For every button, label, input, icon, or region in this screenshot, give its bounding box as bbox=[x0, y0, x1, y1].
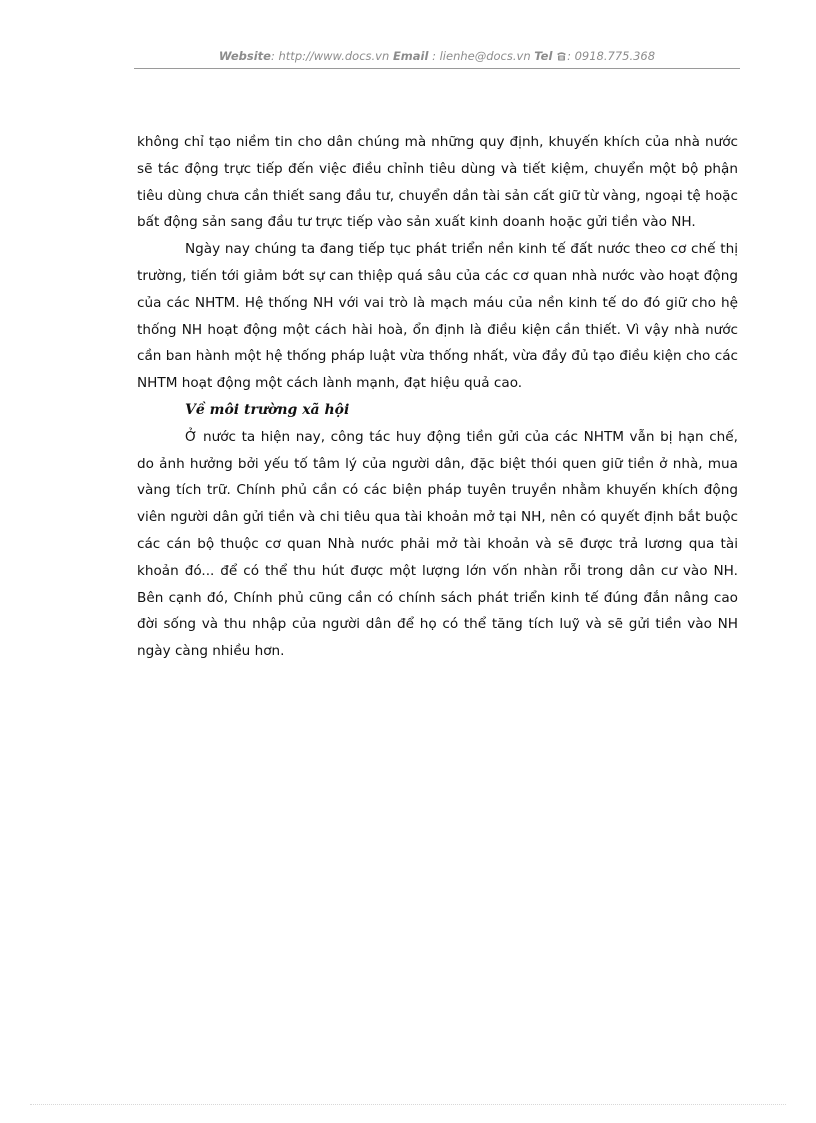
tel-label: Tel bbox=[534, 49, 553, 63]
phone-icon bbox=[556, 51, 567, 61]
page-header bbox=[134, 46, 740, 69]
email-label: Email bbox=[392, 49, 429, 63]
website-label: Website bbox=[218, 49, 271, 63]
document-body bbox=[137, 129, 738, 665]
paragraph-1: không chỉ tạo niềm tin cho dân chúng mà những quy định, khuyến khích của nhà nước sẽ tác động trực tiếp đến việc điều chỉnh tiêu dùng và tiết kiệm, chuyển một bộ phận tiêu dùng chưa cần thiết sang đầu tư, chuyển dần tài sản cất giữ từ vàng, ngoại tệ hoặc bất động sản sang đầu tư trực tiếp vào sản xuất kinh doanh hoặc gửi tiền vào NH. bbox=[137, 134, 738, 231]
paragraph-3: Ở nước ta hiện nay, công tác huy động tiền gửi của các NHTM vẫn bị hạn chế, do ảnh hưởng bởi yếu tố tâm lý của người dân, đặc biệt thói quen giữ tiền ở nhà, mua vàng tích trữ. Chính phủ cần có các biện pháp tuyên truyền nhằm khuyến khích động viên người dân gửi tiền và chi tiêu qua tài khoản mở tại NH, nên có quyết định bắt buộc các cán bộ thuộc cơ quan Nhà nước phải mở tài khoản và sẽ được trả lương qua tài khoản đó... để có thể thu hút được một lượng lớn vốn nhàn rỗi trong dân cư vào NH. Bên cạnh đó, Chính phủ cũng cần có chính sách phát triển kinh tế đúng đắn nâng cao đời sống và thu nhập của người dân để họ có thể tăng tích luỹ và sẽ gửi tiền vào NH ngày càng nhiều hơn. bbox=[137, 428, 738, 660]
tel-value: : 0918.775.368 bbox=[567, 49, 656, 63]
section-heading: Về môi trường xã hội bbox=[185, 401, 350, 418]
paragraph-2: Ngày nay chúng ta đang tiếp tục phát triển nền kinh tế đất nước theo cơ chế thị trường, tiến tới giảm bớt sự can thiệp quá sâu của các cơ quan nhà nước vào hoạt động của các NHTM. Hệ thống NH với vai trò là mạch máu của nền kinh tế do đó giữ cho hệ thống NH hoạt động một cách hài hoà, ổn định là điều kiện cần thiết. Vì vậy nhà nước cần ban hành một hệ thống pháp luật vừa thống nhất, vừa đầy đủ tạo điều kiện cho các NHTM hoạt động một cách lành mạnh, đạt hiệu quả cao. bbox=[137, 241, 738, 392]
website-url: : http://www.docs.vn bbox=[270, 49, 390, 63]
footer-divider bbox=[30, 1104, 786, 1105]
email-value: : lienhe@docs.vn bbox=[432, 49, 531, 63]
